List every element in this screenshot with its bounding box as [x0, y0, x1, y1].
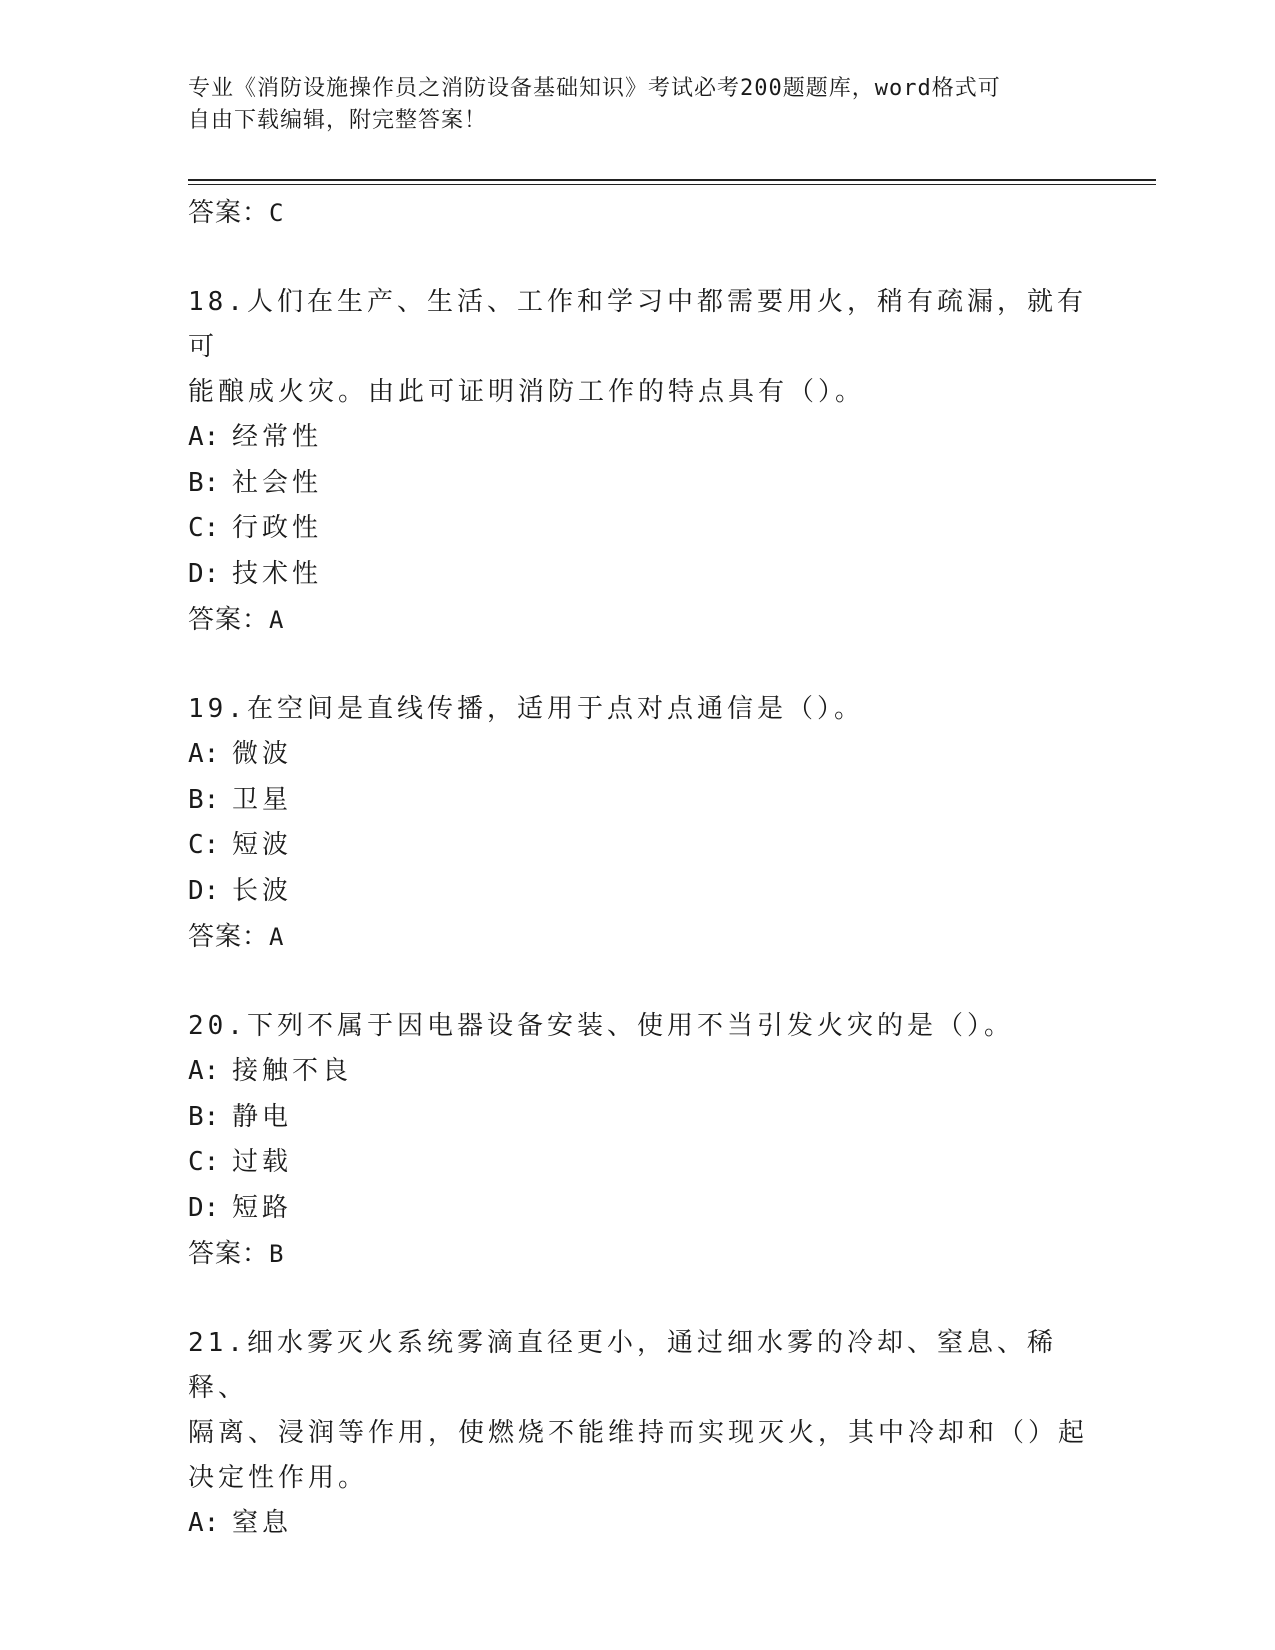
option-text: 社会性: [232, 467, 323, 498]
option-label: C:: [188, 830, 220, 860]
answer-prefix: 答案：: [188, 1239, 270, 1269]
option-label: A:: [188, 1508, 220, 1538]
option-label: C:: [188, 1147, 220, 1177]
option-text: 长波: [232, 875, 293, 906]
question-text: [188, 1004, 1088, 1049]
answer-line: [188, 914, 1088, 960]
option-b: [188, 778, 1088, 824]
option-label: D:: [188, 875, 220, 906]
option-label: C:: [188, 513, 220, 543]
option-a: [188, 732, 1088, 778]
header-line-1: 专业《消防设施操作员之消防设备基础知识》考试必考200题题库，word格式可: [188, 76, 1001, 101]
option-label: B:: [188, 467, 220, 498]
question-text-line: 18.人们在生产、生活、工作和学习中都需要用火，稍有疏漏，就有可: [188, 287, 1087, 362]
question-block: [188, 1321, 1088, 1547]
answer-prefix: 答案：: [188, 198, 270, 228]
answer-value: C: [269, 199, 285, 227]
option-text: 短波: [232, 830, 293, 860]
option-text: 接触不良: [232, 1056, 353, 1086]
answer-value: A: [269, 606, 285, 634]
option-label: A:: [188, 422, 220, 452]
answer-line: [188, 1231, 1088, 1277]
option-label: D:: [188, 1192, 220, 1223]
option-label: B:: [188, 784, 220, 815]
question-list: [188, 190, 1088, 1547]
question-text-line: 19.在空间是直线传播，适用于点对点通信是（）。: [188, 694, 864, 724]
header-line-2: 自由下载编辑，附完整答案！: [188, 108, 488, 133]
option-b: [188, 1095, 1088, 1141]
option-a: [188, 1501, 1088, 1547]
option-text: 微波: [232, 739, 293, 769]
option-text: 短路: [232, 1192, 293, 1223]
spacer: [188, 236, 1088, 280]
option-text: 静电: [232, 1101, 293, 1132]
option-d: [188, 1186, 1088, 1232]
option-text: 窒息: [232, 1508, 293, 1538]
question-text-line: 20.下列不属于因电器设备安装、使用不当引发火灾的是（）。: [188, 1011, 1014, 1041]
question-text: [188, 1321, 1088, 1501]
option-label: A:: [188, 1056, 220, 1086]
option-a: [188, 1049, 1088, 1095]
option-d: [188, 869, 1088, 915]
spacer: [188, 643, 1088, 687]
answer-line: [188, 597, 1088, 643]
answer-prefix: 答案：: [188, 922, 270, 952]
option-label: B:: [188, 1101, 220, 1132]
page-header: [188, 73, 1088, 137]
answer-line: [188, 190, 1088, 236]
option-a: [188, 415, 1088, 461]
question-text-line: 隔离、浸润等作用，使燃烧不能维持而实现灭火，其中冷却和（）起: [188, 1418, 1089, 1448]
question-block: [188, 687, 1088, 960]
option-c: [188, 506, 1088, 552]
header-rule-thin: [188, 184, 1156, 185]
question-text: [188, 280, 1088, 415]
answer-value: A: [269, 923, 285, 951]
question-block: [188, 280, 1088, 643]
answer-value: B: [269, 1240, 285, 1268]
question-text-line: 能酿成火灾。由此可证明消防工作的特点具有（）。: [188, 377, 866, 407]
question-text-line: 决定性作用。: [188, 1463, 369, 1493]
option-c: [188, 1140, 1088, 1186]
option-text: 卫星: [232, 784, 293, 815]
question-block: [188, 1004, 1088, 1277]
spacer: [188, 960, 1088, 1004]
option-label: A:: [188, 739, 220, 769]
header-rule-thick: [188, 179, 1156, 181]
question-text: [188, 687, 1088, 732]
question-text-line: 21.细水雾灭火系统雾滴直径更小，通过细水雾的冷却、窒息、稀释、: [188, 1328, 1057, 1403]
option-b: [188, 461, 1088, 507]
option-label: D:: [188, 558, 220, 589]
option-text: 技术性: [232, 558, 323, 589]
option-d: [188, 552, 1088, 598]
option-text: 经常性: [232, 422, 323, 452]
option-c: [188, 823, 1088, 869]
answer-prefix: 答案：: [188, 605, 270, 635]
option-text: 过载: [232, 1147, 293, 1177]
option-text: 行政性: [232, 513, 323, 543]
spacer: [188, 1277, 1088, 1321]
